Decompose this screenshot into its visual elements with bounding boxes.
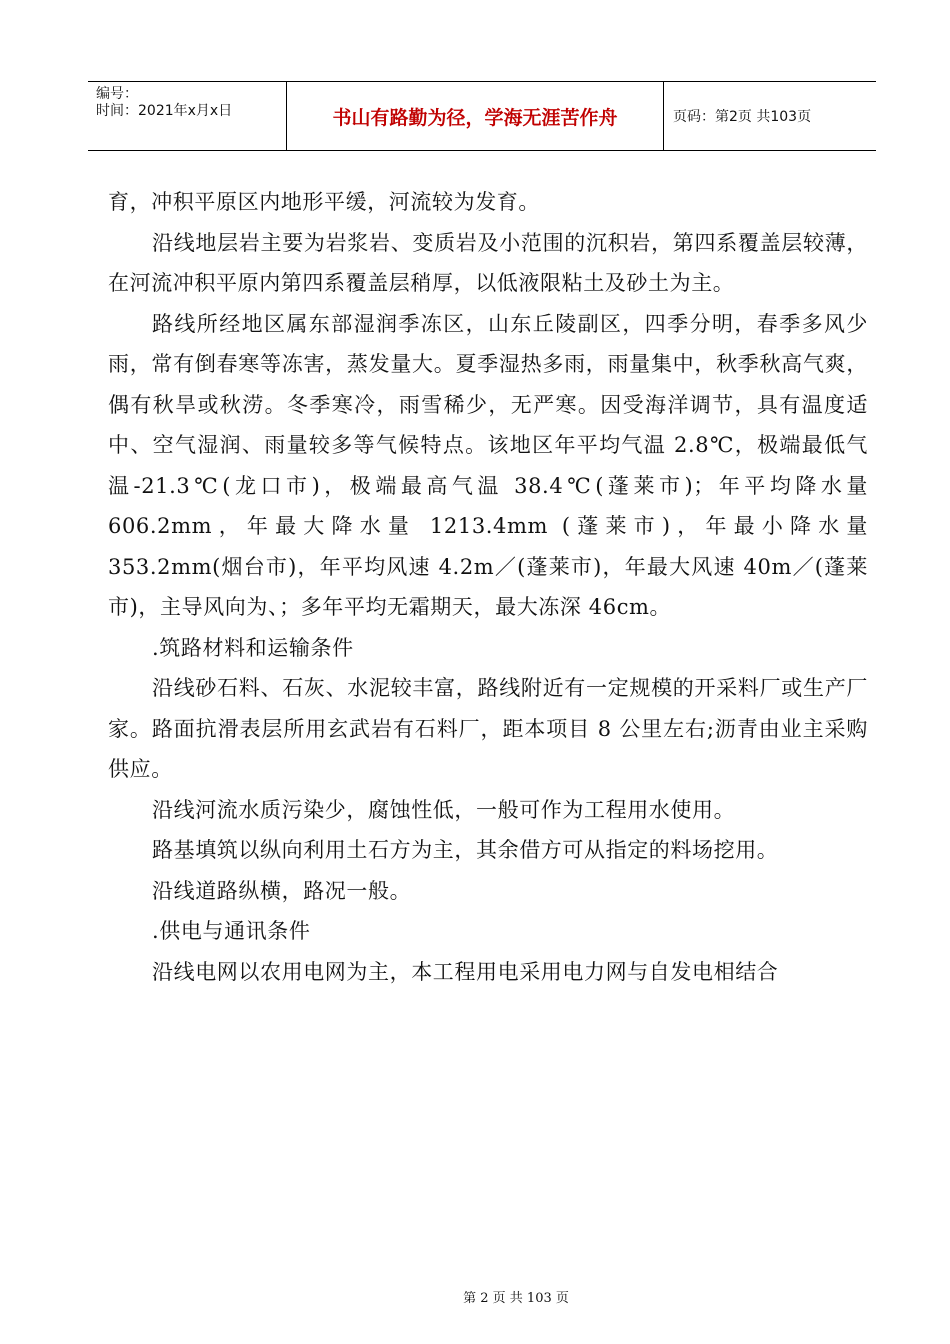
time-label: 时间：2021年x月x日	[96, 103, 233, 119]
body-paragraph: 路基填筑以纵向利用土石方为主，其余借方可从指定的料场挖用。	[152, 838, 779, 862]
body-paragraph: 育，冲积平原区内地形平缓，河流较为发育。	[108, 190, 540, 214]
serial-label: 编号：	[96, 86, 138, 102]
body-paragraph: .筑路材料和运输条件	[152, 635, 354, 660]
body-paragraph: .供电与通讯条件	[152, 919, 311, 943]
body-paragraph: 沿线河流水质污染少，腐蚀性低，一般可作为工程用水使用。	[152, 797, 736, 822]
body-paragraph: 沿线砂石料、石灰、水泥较丰富，路线附近有一定规模的开采料厂或生产厂家。路面抗滑表层所用玄武岩有石料厂，距本项目 8 公里左右;沥青由业主采购供应。	[108, 676, 868, 781]
page-footer: 第 2 页 共 103 页	[463, 1291, 569, 1306]
body-paragraph: 沿线电网以农用电网为主，本工程用电采用电力网与自发电相结合	[152, 959, 779, 984]
body-paragraph: 沿线地层岩主要为岩浆岩、变质岩及小范围的沉积岩，第四系覆盖层较薄，在河流冲积平原内第四系覆盖层稍厚，以低液限粘土及砂土为主。	[108, 230, 868, 295]
header-page-info: 页码：第2页 共103页	[673, 109, 812, 125]
page-header	[88, 81, 876, 151]
document-body	[108, 182, 868, 992]
header-meta	[88, 82, 286, 150]
body-paragraph: 沿线道路纵横，路况一般。	[152, 878, 412, 903]
header-motto: 书山有路勤为径，学海无涯苦作舟	[286, 82, 664, 150]
body-paragraph: 路线所经地区属东部湿润季冻区，山东丘陵副区，四季分明，春季多风少雨，常有倒春寒等冻害，蒸发量大。夏季湿热多雨，雨量集中，秋季秋高气爽，偶有秋旱或秋涝。冬季寒冷，雨雪稀少，无严寒。因受海洋调节，具有温度适中、空气湿润、雨量较多等气候特点。该地区年平均气温 2.8℃，极端最低气温-21.3℃(龙口市)，极端最高气温 38.4℃(蓬莱市)；年平均降水量 606.2mm，年最大降水量 1213.4mm (蓬莱市)，年最小降水量 353.2mm(烟台市)，年平均风速 4.2m／(蓬莱市)，年最大风速 40m／(蓬莱市)，主导风向为、；多年平均无霜期天，最大冻深 46cm。	[108, 311, 868, 619]
